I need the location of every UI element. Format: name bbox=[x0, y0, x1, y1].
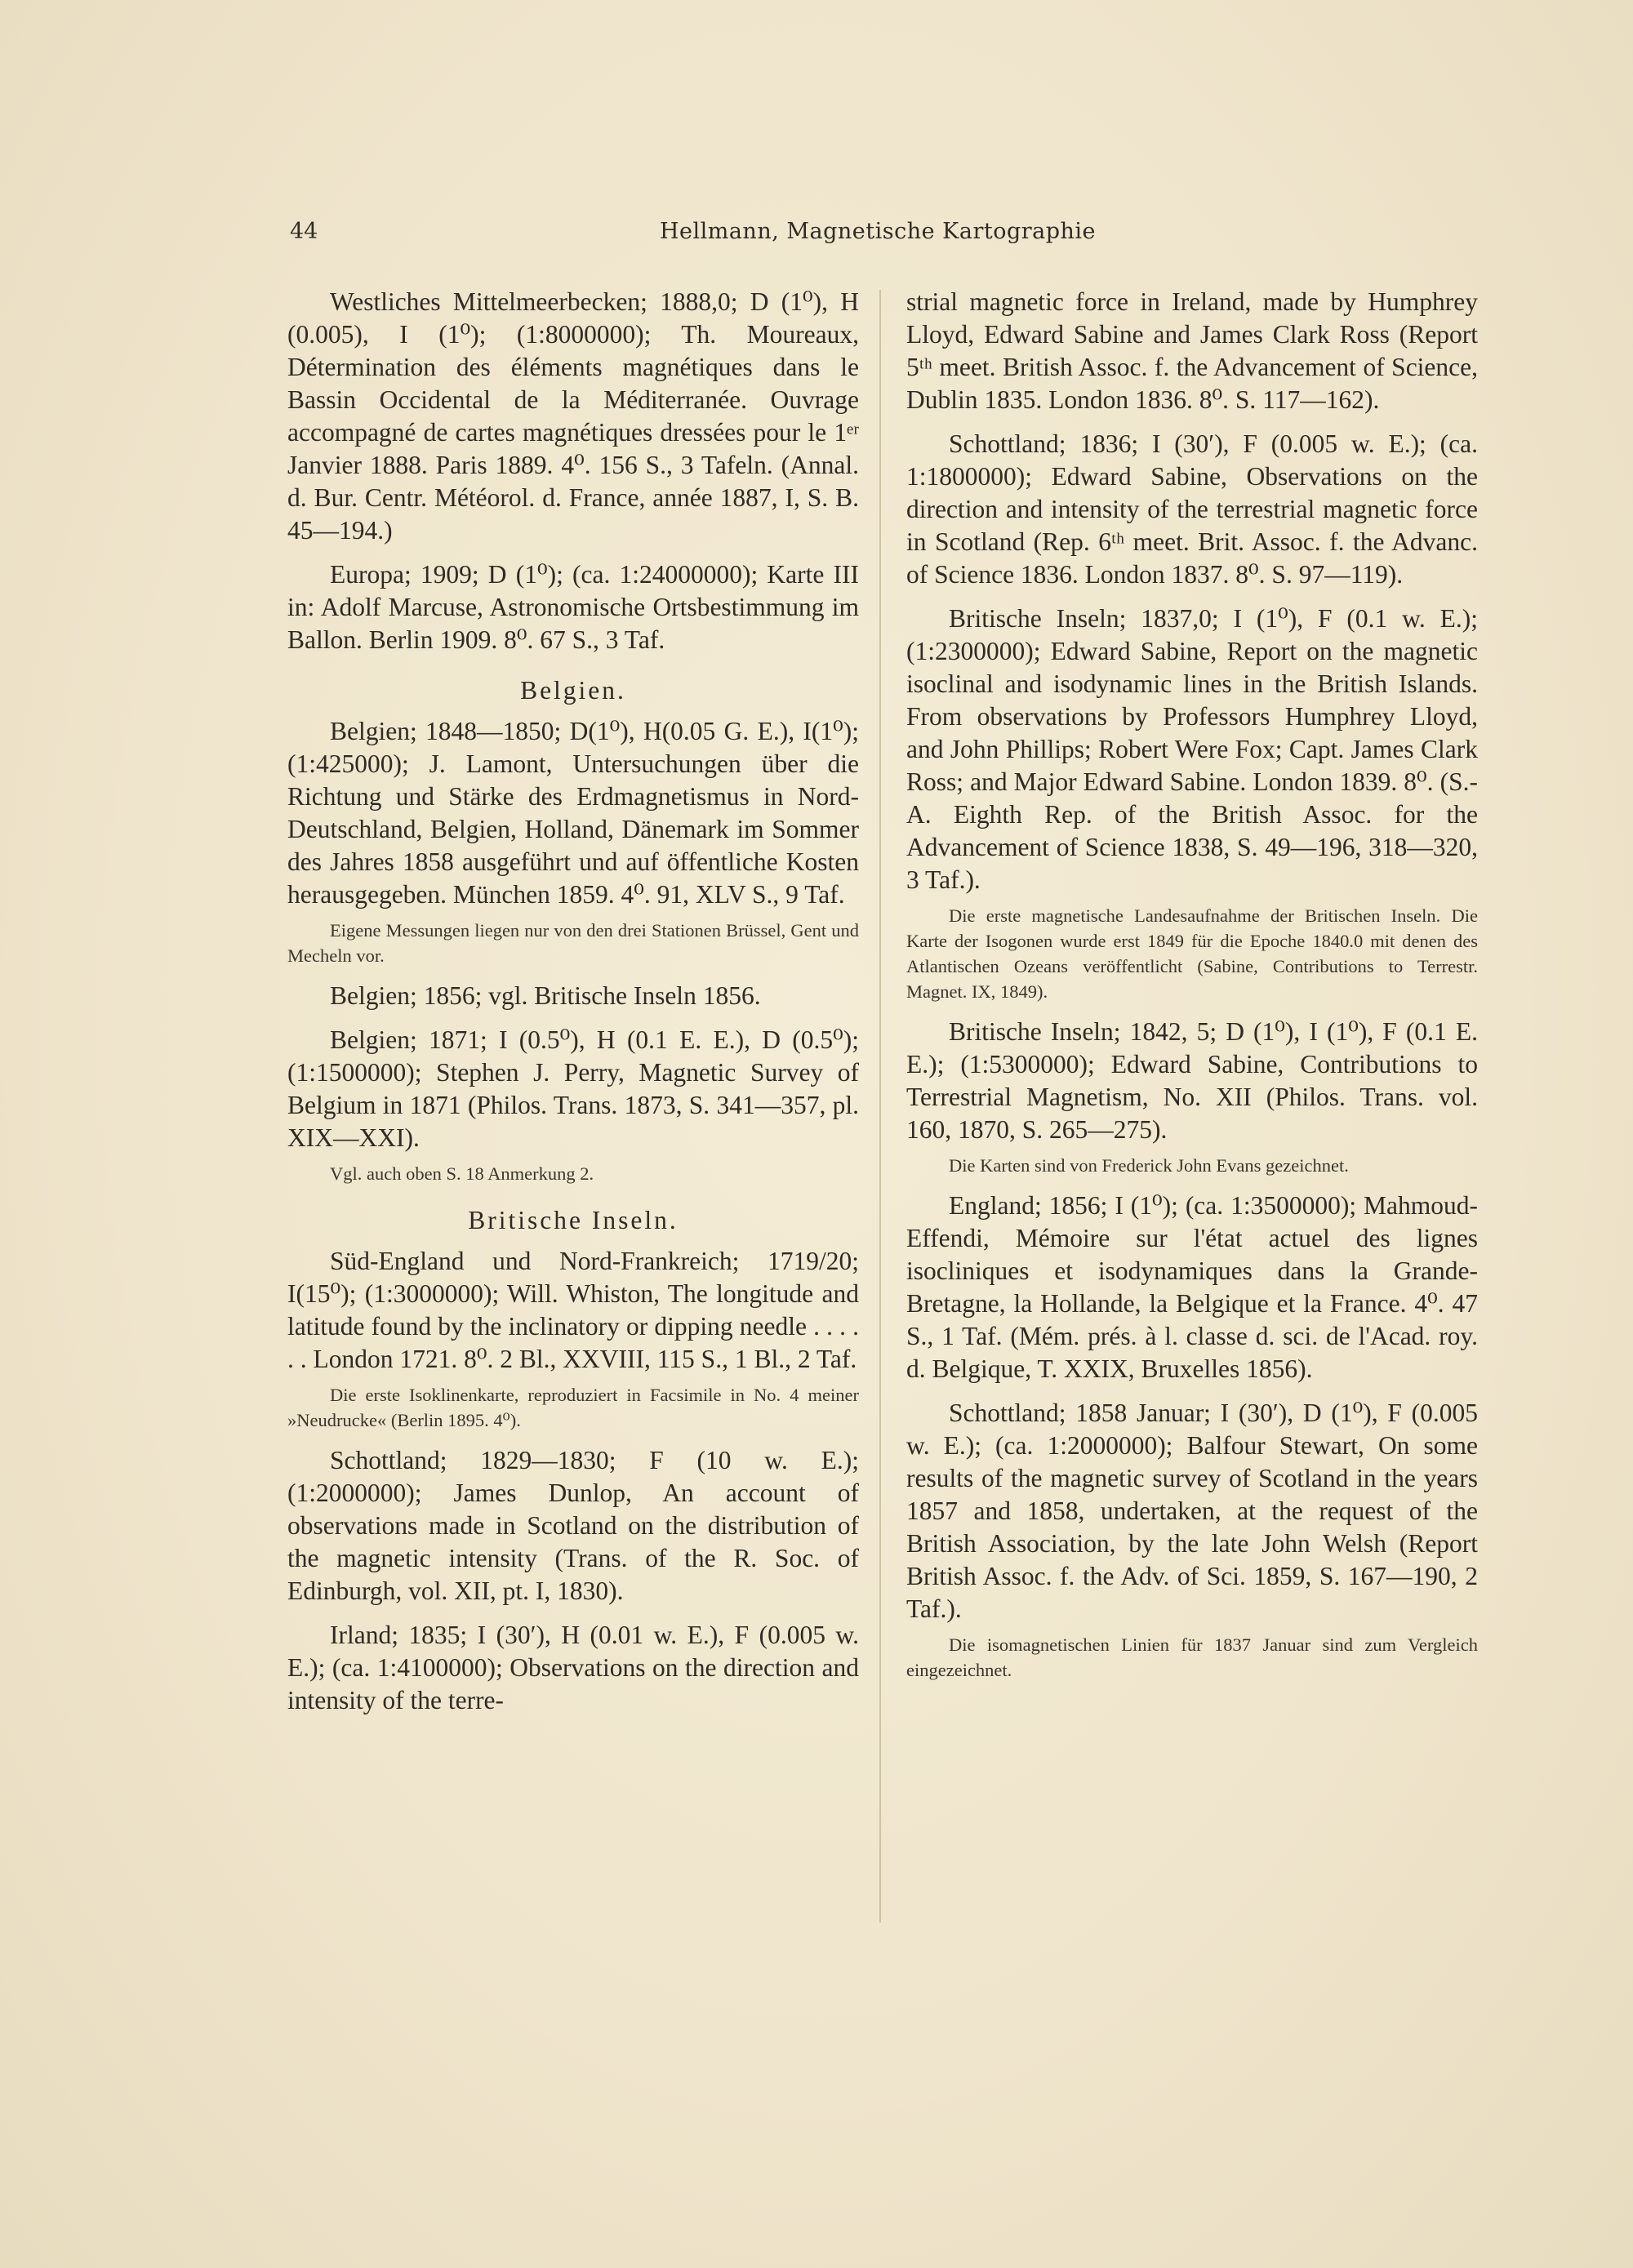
entry: Belgien; 1856; vgl. Britische Inseln 1856. bbox=[330, 981, 761, 1010]
entry: strial magnetic force in Ireland, made by Humphrey Lloyd, Edward Sabine and James Clark Ross (Report 5ᵗʰ meet. British Assoc. f. the Advancement of Science, Dublin 1835. London 1836. 8⁰. S. 117—162). bbox=[906, 287, 1478, 414]
entry: Westliches Mittelmeerbecken; 1888,0; D (1⁰), H (0.005), I (1⁰); (1:8000000); Th. Moureaux, Détermination des éléments magnétiques dans le Bassin Occidental de la Méditerranée. Ouvrage accompagné de cartes magnétiques dressées pour le 1ᵉʳ Janvier 1888. Paris 1889. 4⁰. 156 S., 3 Tafeln. (Annal. d. Bur. Centr. Météorol. d. France, année 1887, I, S. B. 45—194.) bbox=[287, 287, 859, 545]
right-column bbox=[906, 286, 1478, 1694]
column-divider bbox=[879, 290, 881, 1923]
footnote: Die Karten sind von Frederick John Evans gezeichnet. bbox=[949, 1155, 1349, 1176]
footnote: Vgl. auch oben S. 18 Anmerkung 2. bbox=[330, 1163, 594, 1184]
running-title: Hellmann, Magnetische Kartographie bbox=[659, 219, 1097, 244]
entry: Irland; 1835; I (30′), H (0.01 w. E.), F (0.005 w. E.); (ca. 1:4100000); Observations on the direction and intensity of the terre- bbox=[287, 1621, 859, 1714]
section-heading: Britische Inseln. bbox=[468, 1206, 679, 1234]
entry: Britische Inseln; 1842, 5; D (1⁰), I (1⁰), F (0.1 E. E.); (1:5300000); Edward Sabine, Contributions to Terrestrial Magnetism, No. XII (Philos. Trans. vol. 160, 1870, S. 265—275). bbox=[906, 1017, 1478, 1144]
entry: Europa; 1909; D (1⁰); (ca. 1:24000000); Karte III in: Adolf Marcuse, Astronomische Ortsbestimmung im Ballon. Berlin 1909. 8⁰. 67 S., 3 Taf. bbox=[287, 560, 859, 654]
entry: Schottland; 1858 Januar; I (30′), D (1⁰), F (0.005 w. E.); (ca. 1:2000000); Balfour Stewart, On some results of the magnetic survey of Scotland in the years 1857 and 1858, undertaken, at the request of the British Association, by the late John Welsh (Report British Assoc. f. the Adv. of Sci. 1859, S. 167—190, 2 Taf.). bbox=[906, 1399, 1478, 1623]
footnote: Die erste magnetische Landesaufnahme der Britischen Inseln. Die Karte der Isogonen wurde erst 1849 für die Epoche 1840.0 mit denen des Atlantischen Ozeans veröffentlicht (Sabine, Contributions to Terrestr. Magnet. IX, 1849). bbox=[906, 905, 1478, 1002]
entry: Belgien; 1848—1850; D(1⁰), H(0.05 G. E.), I(1⁰); (1:425000); J. Lamont, Untersuchungen über die Richtung und Stärke des Erdmagnetismus in Nord-Deutschland, Belgien, Holland, Dänemark im Sommer des Jahres 1858 ausgeführt und auf öffentliche Kosten herausgegeben. München 1859. 4⁰. 91, XLV S., 9 Taf. bbox=[287, 717, 859, 909]
entry: Belgien; 1871; I (0.5⁰), H (0.1 E. E.), D (0.5⁰); (1:1500000); Stephen J. Perry, Magnetic Survey of Belgium in 1871 (Philos. Trans. 1873, S. 341—357, pl. XIX—XXI). bbox=[287, 1025, 859, 1152]
entry: Britische Inseln; 1837,0; I (1⁰), F (0.1 w. E.); (1:2300000); Edward Sabine, Report on the magnetic isoclinal and isodynamic lines in the British Islands. From observations by Professors Humphrey Lloyd, and John Phillips; Robert Were Fox; Capt. James Clark Ross; and Major Edward Sabine. London 1839. 8⁰. (S.-A. Eighth Rep. of the British Assoc. for the Advancement of Science 1838, S. 49—196, 318—320, 3 Taf.). bbox=[906, 604, 1478, 894]
section-heading: Belgien. bbox=[520, 676, 626, 705]
left-column bbox=[287, 286, 859, 1728]
entry: Schottland; 1836; I (30′), F (0.005 w. E.); (ca. 1:1800000); Edward Sabine, Observations on the direction and intensity of the terrestrial magnetic force in Scotland (Rep. 6ᵗʰ meet. Brit. Assoc. f. the Advanc. of Science 1836. London 1837. 8⁰. S. 97—119). bbox=[906, 429, 1478, 589]
entry: England; 1856; I (1⁰); (ca. 1:3500000); Mahmoud-Effendi, Mémoire sur l'état actuel des lignes isocliniques et isodynamiques dans la Grande-Bretagne, la Hollande, la Belgique et la France. 4⁰. 47 S., 1 Taf. (Mém. prés. à l. classe d. sci. de l'Acad. roy. d. Belgique, T. XXIX, Bruxelles 1856). bbox=[906, 1191, 1478, 1383]
footnote: Eigene Messungen liegen nur von den drei Stationen Brüssel, Gent und Mecheln vor. bbox=[287, 920, 859, 966]
entry: Schottland; 1829—1830; F (10 w. E.); (1:2000000); James Dunlop, An account of observations made in Scotland on the distribution of the magnetic intensity (Trans. of the R. Soc. of Edinburgh, vol. XII, pt. I, 1830). bbox=[287, 1446, 859, 1605]
running-head bbox=[290, 219, 1466, 251]
entry: Süd-England und Nord-Frankreich; 1719/20; I(15⁰); (1:3000000); Will. Whiston, The longitude and latitude found by the inclinatory or dipping needle . . . . . . London 1721. 8⁰. 2 Bl., XXVIII, 115 S., 1 Bl., 2 Taf. bbox=[287, 1247, 859, 1373]
page-number: 44 bbox=[290, 219, 318, 244]
footnote: Die erste Isoklinenkarte, reproduziert in Facsimile in No. 4 meiner »Neudrucke« (Berlin 1895. 4⁰). bbox=[287, 1385, 859, 1430]
footnote: Die isomagnetischen Linien für 1837 Januar sind zum Vergleich eingezeichnet. bbox=[906, 1634, 1478, 1680]
